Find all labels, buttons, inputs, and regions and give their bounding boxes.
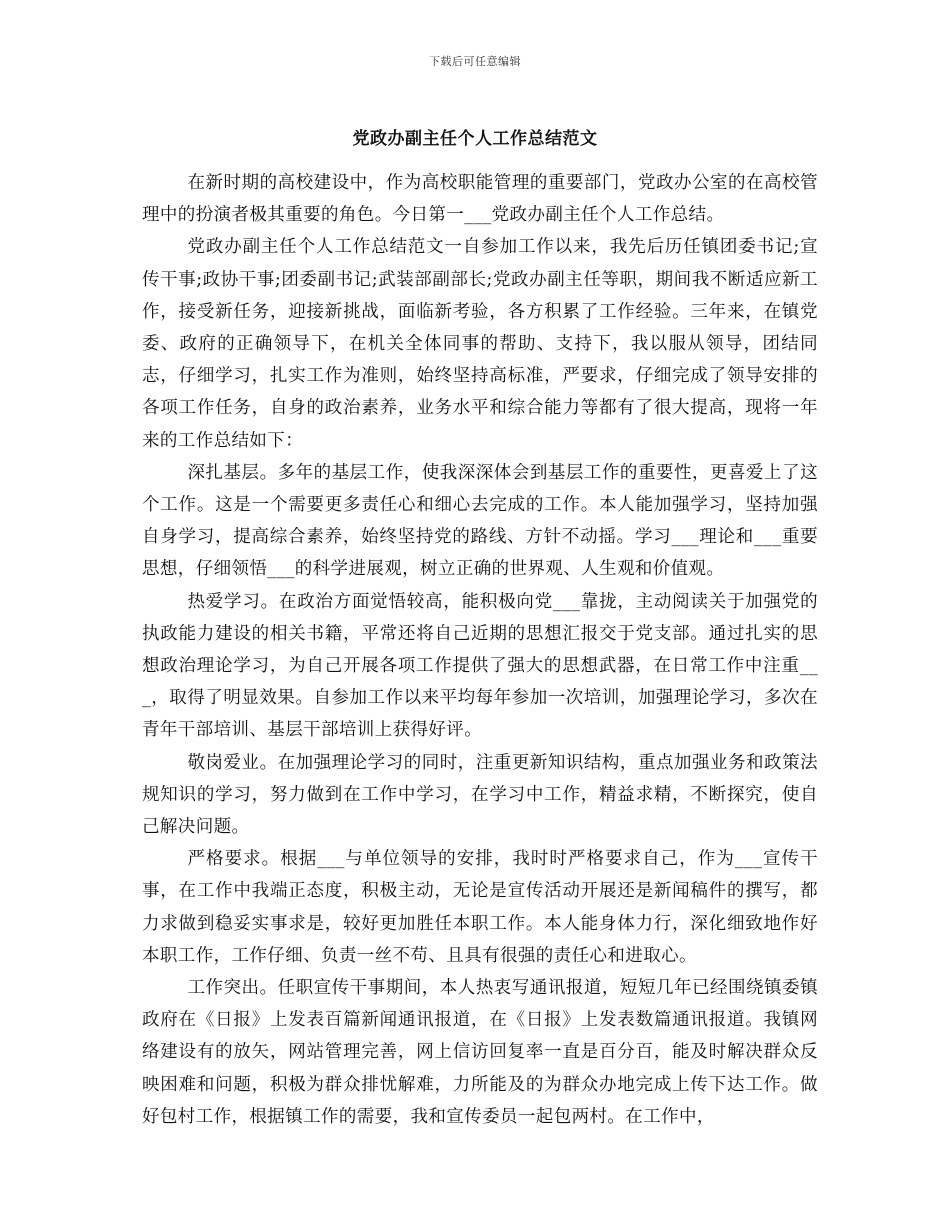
page-header-note: 下载后可任意编辑 [429, 55, 521, 68]
paragraph-overview: 党政办副主任个人工作总结范文一自参加工作以来，我先后历任镇团委书记;宣传干事;政协干事;团委副书记;武装部副部长;党政办副主任等职，期间我不断适应新工作，接受新任务，迎接新挑战，面临新考验，各方积累了工作经验。三年来，在镇党委、政府的正确领导下，在机关全体同事的帮助、支持下，我以服从领导，团结同志，仔细学习，扎实工作为准则，始终坚持高标准，严要求，仔细完成了领导安排的各项工作任务，自身的政治素养，业务水平和综合能力等都有了很大提高，现将一年来的工作总结如下： [142, 237, 818, 451]
paragraph-dedication: 敬岗爱业。在加强理论学习的同时，注重更新知识结构，重点加强业务和政策法规知识的学习，努力做到在工作中学习，在学习中工作，精益求精，不断探究，使自己解决问题。 [142, 752, 818, 838]
paragraph-intro: 在新时期的高校建设中，作为高校职能管理的重要部门，党政办公室的在高校管理中的扮演者极其重要的角色。今日第一___党政办副主任个人工作总结。 [142, 173, 818, 226]
document-title: 党政办副主任个人工作总结范文 [352, 129, 598, 149]
paragraph-outstanding: 工作突出。任职宣传干事期间，本人热衷写通讯报道，短短几年已经围绕镇委镇政府在《日报》上发表百篇新闻通讯报道，在《日报》上发表数篇通讯报道。我镇网络建设有的放矢，网站管理完善，网上信访回复率一直是百分百，能及时解决群众反映困难和问题，积极为群众排忧解难，力所能及的为群众办地完成上传下达工作。做好包村工作，根据镇工作的需要，我和宣传委员一起包两村。在工作中， [142, 978, 818, 1127]
paragraph-grassroots: 深扎基层。多年的基层工作，使我深深体会到基层工作的重要性，更喜爱上了这个工作。这是一个需要更多责任心和细心去完成的工作。本人能加强学习，坚持加强自身学习，提高综合素养，始终坚持党的路线、方针不动摇。学习___理论和___重要思想，仔细领悟___的科学进展观，树立正确的世界观、人生观和价值观。 [142, 462, 818, 580]
paragraph-strict: 严格要求。根据___与单位领导的安排，我时时严格要求自己，作为___宣传干事，在工作中我端正态度，积极主动，无论是宣传活动开展还是新闻稿件的撰写，都力求做到稳妥实事求是，较好更加胜任本职工作。本人能身体力行，深化细致地作好本职工作，工作仔细、负责一丝不苟、且具有很强的责任心和进取心。 [142, 849, 818, 966]
paragraph-learning: 热爱学习。在政治方面觉悟较高，能积极向党___靠拢，主动阅读关于加强党的执政能力建设的相关书籍，平常还将自己近期的思想汇报交于党支部。通过扎实的思想政治理论学习，为自己开展各项工作提供了强大的思想武器，在日常工作中注重___，取得了明显效果。自参加工作以来平均每年参加一次培训，加强理论学习，多次在青年干部培训、基层干部培训上获得好评。 [142, 591, 818, 741]
document-body [142, 167, 818, 1133]
